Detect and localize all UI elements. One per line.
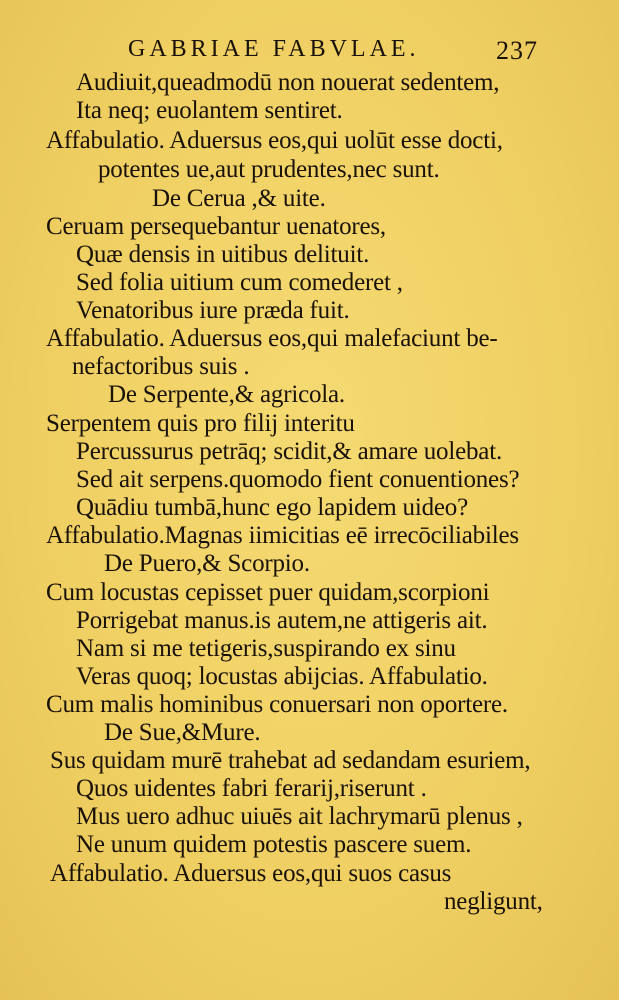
text-line: Venatoribus iure præda fuit. (76, 297, 350, 324)
page-number: 237 (496, 36, 538, 65)
text-line: Percussurus petrāq; scidit,& amare uolebat. (76, 438, 502, 465)
text-line: negligunt, (444, 888, 543, 915)
text-line: potentes ue,aut prudentes,nec sunt. (98, 156, 440, 183)
text-line: Quæ densis in uitibus delituit. (76, 241, 370, 268)
text-line: Affabulatio. Aduersus eos,qui uolūt esse docti, (46, 127, 503, 154)
text-line: Quādiu tumbā,hunc ego lapidem uideo? (76, 494, 468, 521)
text-line: Serpentem quis pro filij interitu (46, 410, 355, 437)
text-line: Affabulatio. Aduersus eos,qui suos casus (50, 860, 452, 887)
text-line: Quos uidentes fabri ferarij,riserunt . (76, 775, 427, 802)
text-line: Cum malis hominibus conuersari non oportere. (46, 691, 508, 718)
text-line: Ne unum quidem potestis pascere suem. (76, 831, 472, 858)
text-line: Sed folia uitium cum comederet , (76, 269, 403, 296)
text-line: Affabulatio. Aduersus eos,qui malefaciunt be- (46, 325, 498, 352)
text-line: Sus quidam murē trahebat ad sedandam esuriem, (50, 747, 531, 774)
text-line: Cum locustas cepisset puer quidam,scorpioni (46, 579, 490, 606)
section-heading: De Puero,& Scorpio. (104, 550, 310, 577)
section-heading: De Sue,&Mure. (104, 719, 261, 746)
page-header (0, 36, 619, 72)
text-line: Veras quoq; locustas abijcias. Affabulatio. (76, 663, 488, 690)
text-line: Ceruam persequebantur uenatores, (46, 213, 386, 240)
section-heading: De Cerua ,& uite. (152, 185, 326, 212)
text-line: Audiuit,queadmodū non nouerat sedentem, (76, 69, 500, 96)
section-heading: De Serpente,& agricola. (108, 381, 345, 408)
text-line: Ita neq; euolantem sentiret. (76, 97, 343, 124)
text-line: Sed ait serpens.quomodo fient conuentiones? (76, 466, 520, 493)
text-line: nefactoribus suis . (72, 353, 250, 380)
text-line: Porrigebat manus.is autem,ne attigeris ait. (76, 607, 488, 634)
text-line: Nam si me tetigeris,suspirando ex sinu (76, 635, 456, 662)
text-line: Mus uero adhuc uiuēs ait lachrymarū plenus , (76, 803, 523, 830)
running-head: GABRIAE FABVLAE. (128, 36, 420, 62)
text-line: Affabulatio.Magnas iimicitias eē irrecōciliabiles (46, 522, 519, 549)
